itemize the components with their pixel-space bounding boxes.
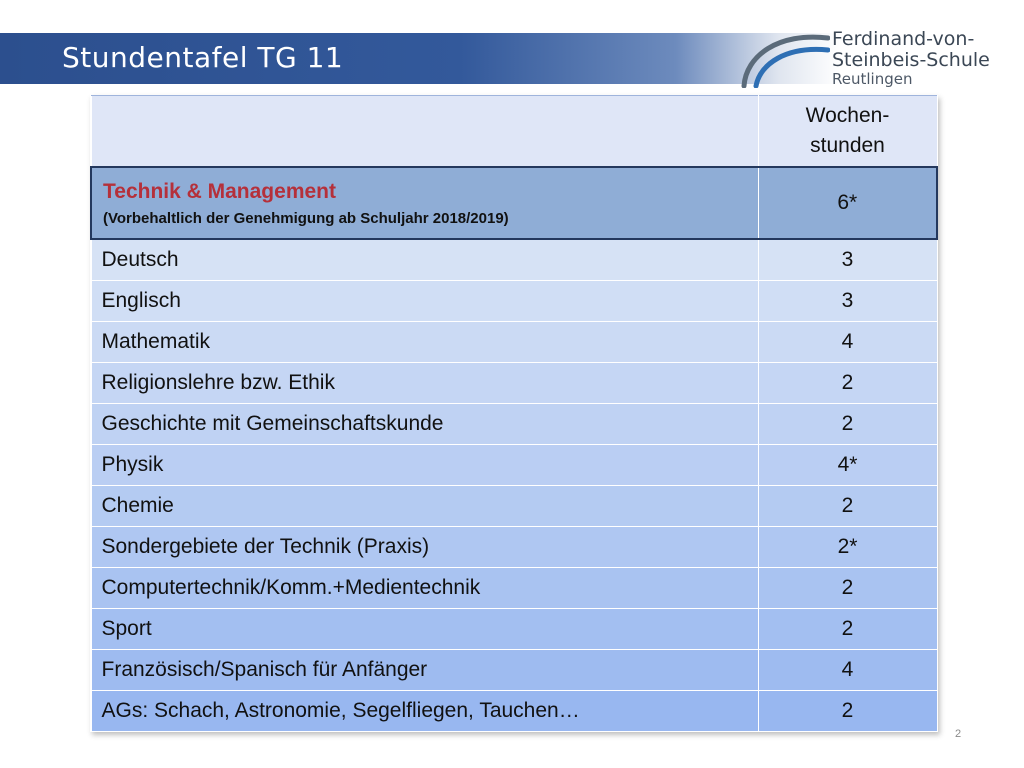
- table-row: [91, 527, 937, 568]
- table-row: [91, 363, 937, 404]
- subject-cell: Sondergebiete der Technik (Praxis): [91, 527, 758, 568]
- school-logo: [738, 22, 988, 92]
- table-row: [91, 486, 937, 527]
- page-number: 2: [955, 728, 962, 740]
- table-row: [91, 239, 937, 281]
- table-row: [91, 568, 937, 609]
- subject-cell: Französisch/Spanisch für Anfänger: [91, 650, 758, 691]
- table-row: [91, 609, 937, 650]
- hours-cell: 2*: [758, 527, 937, 568]
- hours-cell: 2: [758, 404, 937, 445]
- subject-cell: Geschichte mit Gemeinschaftskunde: [91, 404, 758, 445]
- subject-cell: Religionslehre bzw. Ethik: [91, 363, 758, 404]
- header-hours-line-1: Wochen-: [805, 104, 890, 127]
- hours-cell: 4: [758, 322, 937, 363]
- subject-cell: AGs: Schach, Astronomie, Segelfliegen, Tauchen…: [91, 691, 758, 732]
- logo-arc-icon: [738, 26, 830, 88]
- hours-cell: 2: [758, 609, 937, 650]
- timetable: [90, 95, 938, 732]
- subject-cell: Sport: [91, 609, 758, 650]
- subject-cell: Englisch: [91, 281, 758, 322]
- subject-cell: Physik: [91, 445, 758, 486]
- hours-cell: 2: [758, 691, 937, 732]
- highlight-note: (Vorbehaltlich der Genehmigung ab Schuljahr 2018/2019): [103, 209, 509, 227]
- table-header-row: [91, 96, 937, 168]
- subject-cell: Deutsch: [91, 239, 758, 281]
- highlight-subject-cell: [91, 167, 758, 239]
- hours-cell: 2: [758, 568, 937, 609]
- table-row: [91, 322, 937, 363]
- hours-cell: 4*: [758, 445, 937, 486]
- highlight-subject: Technik & Management: [103, 179, 336, 203]
- table-row: [91, 650, 937, 691]
- hours-cell: 3: [758, 239, 937, 281]
- logo-line-2: Steinbeis-Schule: [832, 49, 990, 71]
- highlight-row: [91, 167, 937, 239]
- header-hours-line-2: stunden: [810, 134, 885, 157]
- logo-line-3: Reutlingen: [832, 70, 913, 88]
- slide-title: Stundentafel TG 11: [62, 41, 344, 74]
- hours-cell: 2: [758, 486, 937, 527]
- subject-cell: Chemie: [91, 486, 758, 527]
- subject-cell: Computertechnik/Komm.+Medientechnik: [91, 568, 758, 609]
- header-subject: [91, 96, 758, 168]
- subject-cell: Mathematik: [91, 322, 758, 363]
- hours-cell: 2: [758, 363, 937, 404]
- header-hours: [758, 96, 937, 168]
- table-row: [91, 404, 937, 445]
- hours-cell: 3: [758, 281, 937, 322]
- logo-line-1: Ferdinand-von-: [832, 28, 975, 50]
- table-row: [91, 445, 937, 486]
- highlight-hours: 6*: [758, 167, 937, 239]
- table-row: [91, 281, 937, 322]
- table-row: [91, 691, 937, 732]
- hours-cell: 4: [758, 650, 937, 691]
